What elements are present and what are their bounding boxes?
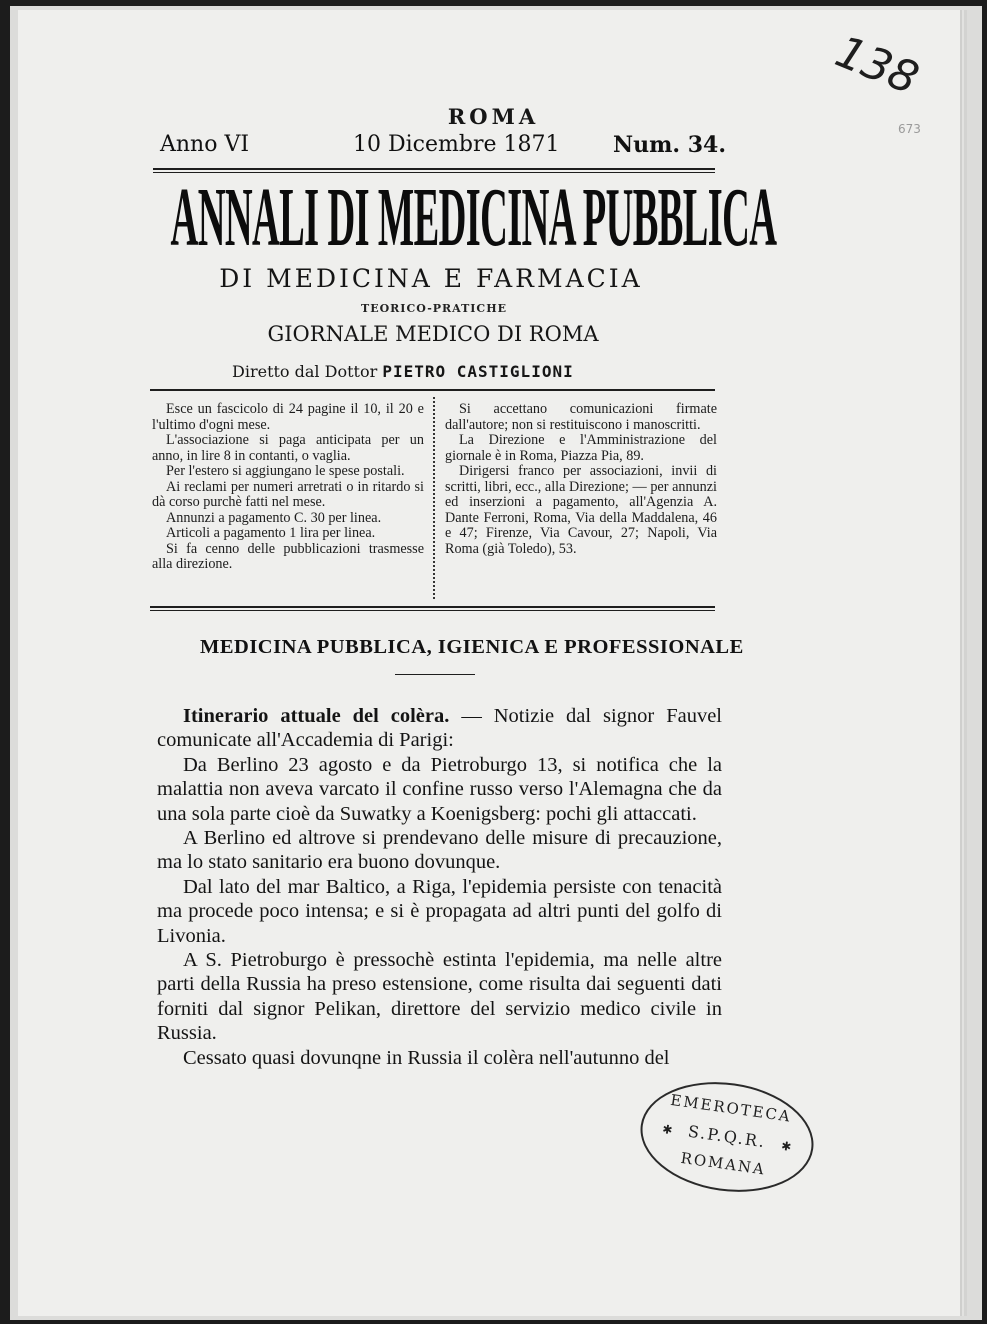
masthead-city: ROMA [447,104,540,129]
article-body [157,704,722,1070]
stamp-star-icon: ✱ [661,1122,674,1138]
handwritten-page-number: 138 [828,26,926,105]
issue-number: Num. 34. [613,132,726,158]
article-paragraph: Dal lato del mar Baltico, a Riga, l'epidemia persiste con tenacità ma procede poco intensa; e si è propagata ad altri punti del golfo di Livonia. [157,875,722,947]
section-heading: MEDICINA PUBBLICA, IGIENICA E PROFESSIONALE [200,636,744,658]
article-intro [157,704,722,753]
article-intro-text: — Notizie dal signor Fauvel comunicate all'Accademia di Parigi: [157,705,722,752]
issue-year: Anno VI [160,132,250,157]
stamp-top-text: EMEROTECA [669,1090,793,1126]
article-lead: Itinerario attuale del colèra. [183,705,450,727]
info-right-item: Dirigersi franco per associazioni, invii di scritti, libri, ecc., alla Direzione; — per annunzi ed inserzioni a pagamento, all'Agenzia A. Dante Ferroni, Roma, Via della Maddalena, 46 e 47; Firenze, Via Cavour, 27; Napoli, Via Roma (già Toledo), 53. [445,463,717,557]
info-left-item: Annunzi a pagamento C. 30 per linea. [166,509,382,526]
info-left-item: Esce un fascicolo di 24 pagine il 10, il 20 e l'ultimo d'ogni mese. [152,401,424,433]
article-paragraph: Cessato quasi dovunqne in Russia il colèra nell'autunno del [183,1046,670,1069]
dateline [160,132,726,162]
info-left-column [152,402,424,573]
stamp-middle-text: S.P.Q.R. [686,1121,768,1152]
article-paragraph: Da Berlino 23 agosto e da Pietroburgo 13, si notifica che la malattia non aveva varcato il confine russo verso l'Alemagna che da una sola parte cioè da Suwatky a Koenigsberg: pochi gli attaccati. [157,753,722,825]
journal-name: GIORNALE MEDICO DI ROMA [267,322,599,346]
issue-date: 10 Dicembre 1871 [353,132,560,157]
info-bottom-rule-thin [150,610,715,611]
info-right-item: La Direzione e l'Amministrazione del giornale è in Roma, Piazza Pia, 89. [445,432,717,464]
info-right-column [445,402,717,557]
info-column-divider [433,397,435,599]
section-divider [395,674,475,675]
stamp-star-icon: ✱ [780,1138,793,1154]
info-right-item: Si accettano comunicazioni firmate dall'autore; non si restituiscono i manoscritti. [445,401,717,433]
pencil-page-number: 673 [898,122,921,136]
director-name: PIETRO CASTIGLIONI [382,362,574,381]
info-left-item: Ai reclami per numeri arretrati o in ritardo si dà corso purchè fatti nel mese. [152,478,424,510]
stamp-bottom-text: ROMANA [679,1148,767,1179]
masthead-title [170,172,777,264]
info-left-item: Articoli a pagamento 1 lira per linea. [166,525,376,541]
info-left-item: L'associazione si paga anticipata per un anno, in lire 8 in contanti, o vaglia. [152,432,424,464]
director-prefix: Diretto dal Dottor [232,362,378,381]
article-paragraph: A Berlino ed altrove si prendevano delle misure di precauzione, ma lo stato sanitario era buono dovunque. [157,827,722,874]
article-paragraph: A S. Pietroburgo è pressochè estinta l'epidemia, ma nelle altre parti della Russia ha preso estensione, come risulta dai seguenti dati forniti dal signor Pelikan, direttore del servizio medico civile in Russia. [157,949,722,1045]
info-left-item: Per l'estero si aggiungano le spese postali. [166,463,405,479]
masthead-subtitle: DI MEDICINA E FARMACIA [219,264,643,293]
masthead-subtitle-small: TEORICO-PRATICHE [361,302,507,315]
info-bottom-rule [150,606,715,608]
masthead-title-text: ANNALI DI MEDICINA PUBBLICA [170,172,777,264]
director-line [232,362,574,381]
info-top-rule [150,389,715,391]
info-left-item: Si fa cenno delle pubblicazioni trasmesse alla direzione. [152,540,424,572]
